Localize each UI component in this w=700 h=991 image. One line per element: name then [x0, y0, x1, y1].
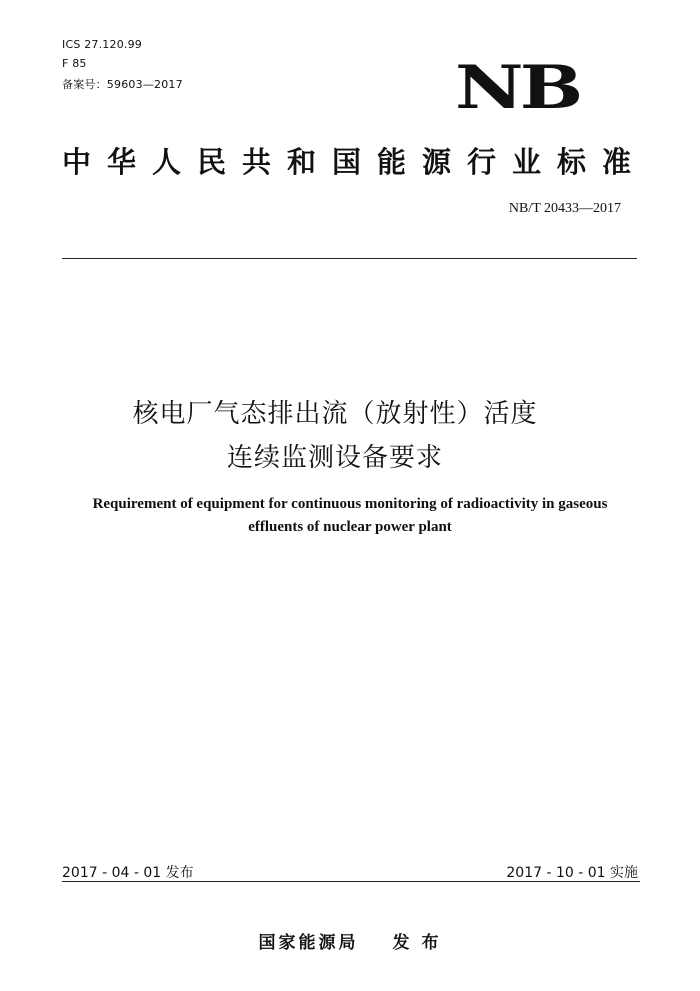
- title-cn-line-1: 核电厂气态排出流（放射性）活度: [132, 399, 538, 429]
- header-divider: [62, 258, 637, 259]
- ics-code: ICS 27.120.99: [62, 38, 142, 51]
- issuer-line: [0, 928, 700, 953]
- footer-divider: [62, 881, 640, 882]
- nb-logo: NB: [455, 53, 580, 123]
- title-en-line-1: Requirement of equipment for continuous monitoring of radioactivity in gaseous: [92, 496, 608, 512]
- record-number: 备案号：59603—2017: [62, 78, 183, 91]
- title-en-line-2: effluents of nuclear power plant: [248, 519, 452, 535]
- issue-date: 2017 - 04 - 01 发布: [62, 865, 194, 881]
- ccs-code: F 85: [62, 57, 87, 70]
- standard-type-heading: 中华人民共和国能源行业标准: [62, 145, 648, 179]
- standard-number: NB/T 20433—2017: [508, 201, 621, 216]
- title-cn-line-2: 连续监测设备要求: [226, 443, 443, 473]
- implementation-date: 2017 - 10 - 01 实施: [506, 865, 638, 881]
- issuer-name: 国家能源局: [258, 933, 359, 953]
- issuer-action: 发 布: [392, 933, 442, 953]
